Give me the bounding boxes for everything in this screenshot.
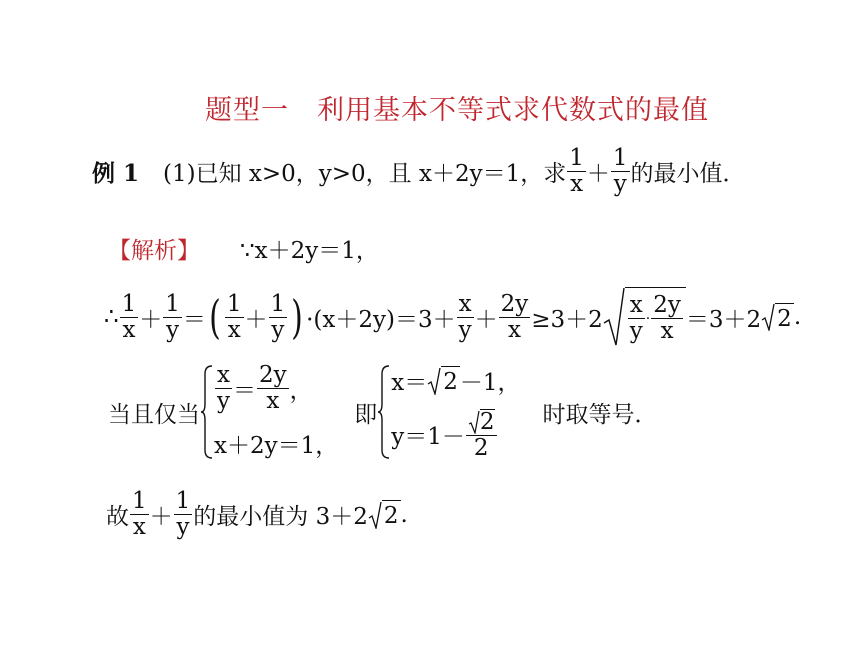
equals-sign: ＝ [182,306,206,333]
plus-sign: ＋ [586,161,610,187]
plus-sign: ＋ [244,306,268,333]
conclusion-text: 的最小值为 3＋2 [193,504,368,530]
solution-given: ∵x＋2y＝1， [240,238,379,264]
y-value-prefix: y＝1－ [391,424,465,450]
conclusion-prefix: 故 [106,504,129,530]
sqrt-two: 2 [761,303,794,332]
solution-line [108,232,379,265]
fraction-one-over-y: $\frac{1}{y}$ [270,290,286,343]
fraction-2y-over-x: $\frac{2y}{x}$ [500,290,529,343]
equality-condition-text: 时取等号． [542,401,658,428]
left-paren: ( [209,290,221,344]
constraint-equation: x＋2y＝1， [214,433,339,459]
therefore-symbol: ∴ [104,304,119,330]
condition-system [214,364,338,460]
derivation-line [104,287,801,347]
expand-text: ·(x＋2y)＝3＋ [306,306,456,333]
period: . [793,304,802,330]
inequality-text: ≥3＋2 [531,306,603,333]
equals-sign: ＝ [233,378,256,404]
fraction-one-over-y: $\frac{1}{y}$ [175,488,191,540]
sqrt-two: 2 [368,500,401,529]
plus-sign: ＋ [139,306,163,333]
comma: ， [289,378,313,404]
example-question-tail: 的最小值． [630,161,746,187]
x-value-prefix: x＝ [391,370,428,396]
fraction-2y-over-x: $\frac{2y}{x}$ [259,362,287,414]
x-value-suffix: －1， [459,370,521,396]
section-title: 题型一 利用基本不等式求代数式的最值 [205,95,709,126]
example-line [92,147,746,196]
condition-line [108,362,658,462]
fraction-one-over-x: $\frac{1}{x}$ [121,290,137,343]
ie-text: 即 [354,401,378,428]
sqrt-product: $\frac{x}{y}$ · $\frac{2y}{x}$ [603,287,686,347]
fraction-x-over-y: $\frac{x}{y}$ [217,362,230,414]
example-text: (1)已知 x>0，y>0，且 x＋2y＝1，求 [163,161,567,187]
solution-label: 【解析】 [108,238,200,264]
fraction-x-over-y: $\frac{x}{y}$ [458,290,472,343]
plus-sign: ＋ [149,504,173,530]
right-paren: ) [291,290,303,344]
left-brace [200,364,214,460]
period: . [400,501,408,528]
fraction-one-over-x: $\frac{1}{x}$ [226,290,242,343]
solution-system [391,364,520,460]
fraction-one-over-x: $\frac{1}{x}$ [132,488,147,540]
fraction-one-over-y: $\frac{1}{y}$ [612,145,628,197]
sqrt-two: 2 [427,366,460,395]
example-label: 例 1 [92,160,140,187]
conclusion-line [106,490,408,539]
plus-sign: ＋ [474,306,498,333]
result-text: ＝3＋2 [685,306,762,333]
fraction-one-over-x: $\frac{1}{x}$ [569,145,584,197]
left-brace [377,364,391,460]
when-text: 当且仅当 [108,401,200,428]
fraction-one-over-y: $\frac{1}{y}$ [165,290,180,343]
fraction-sqrt2-over-2: $\frac{2}{2}$ [466,409,497,460]
